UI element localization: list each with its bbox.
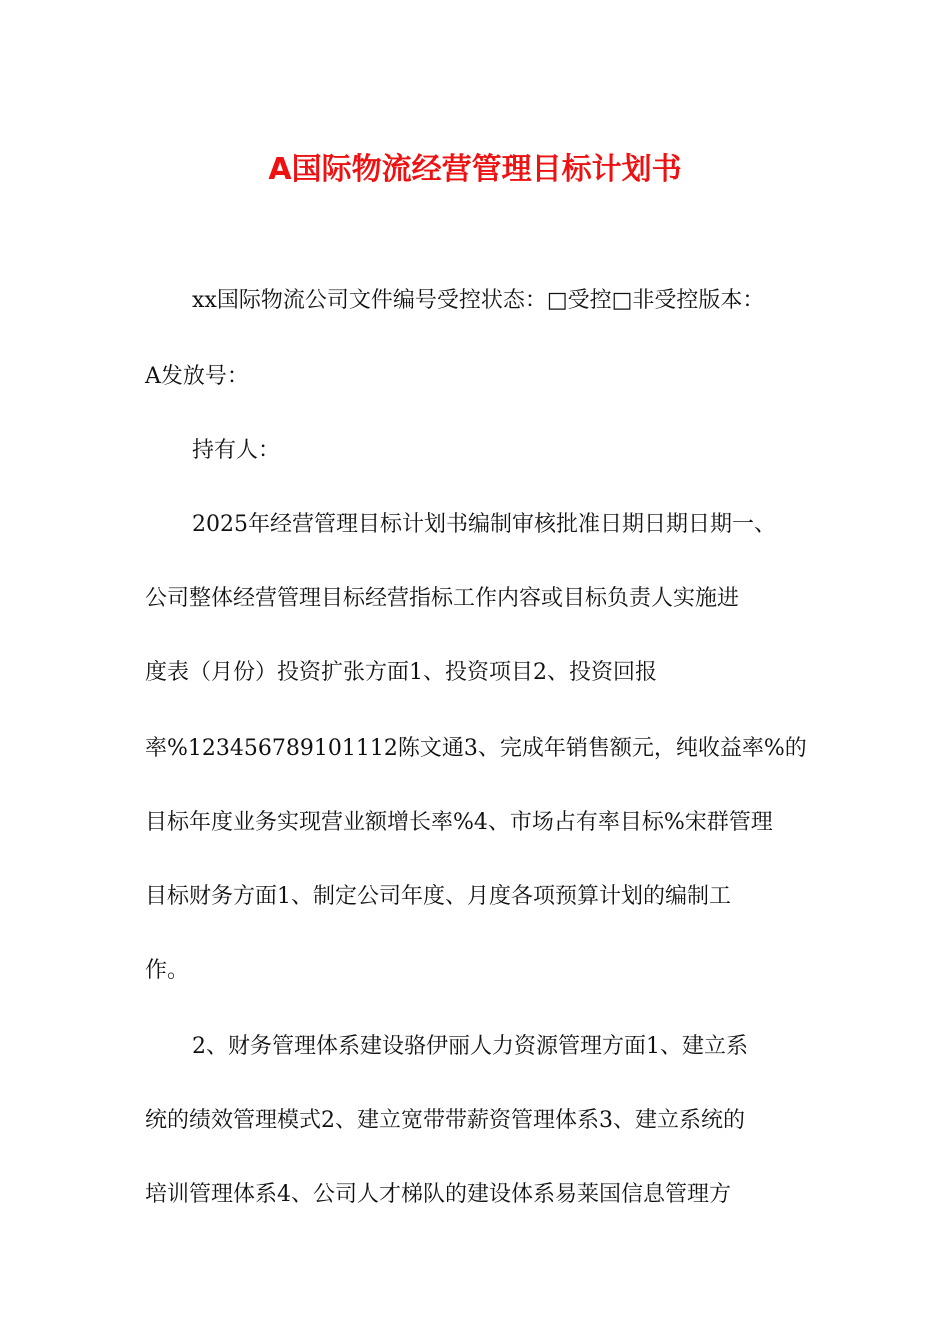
paragraph-line: 统的绩效管理模式2、建立宽带带薪资管理体系3、建立系统的 — [145, 1108, 745, 1133]
paragraph-line: A发放号： — [145, 364, 249, 389]
paragraph-line: 持有人： — [192, 438, 281, 463]
paragraph-line: 2025年经营管理目标计划书编制审核批准日期日期日期一、 — [192, 512, 776, 537]
paragraph-line: 目标年度业务实现营业额增长率%4、市场占有率目标%宋群管理 — [145, 810, 773, 835]
paragraph-line: 率%123456789101112陈文通3、完成年销售额元，纯收益率%的 — [145, 736, 807, 761]
paragraph-line: 2、财务管理体系建设骆伊丽人力资源管理方面1、建立系 — [192, 1034, 748, 1059]
paragraph-line: 公司整体经营管理目标经营指标工作内容或目标负责人实施进 — [145, 586, 740, 611]
paragraph-line: 目标财务方面1、制定公司年度、月度各项预算计划的编制工 — [145, 884, 731, 909]
paragraph-line: 培训管理体系4、公司人才梯队的建设体系易莱国信息管理方 — [145, 1182, 731, 1207]
document-title: A国际物流经营管理目标计划书 — [268, 152, 682, 187]
paragraph-line: 作。 — [145, 958, 190, 983]
paragraph-line: 度表（月份）投资扩张方面1、投资项目2、投资回报 — [145, 660, 657, 685]
paragraph-line: xx国际物流公司文件编号受控状态：□受控□非受控版本： — [192, 288, 765, 313]
